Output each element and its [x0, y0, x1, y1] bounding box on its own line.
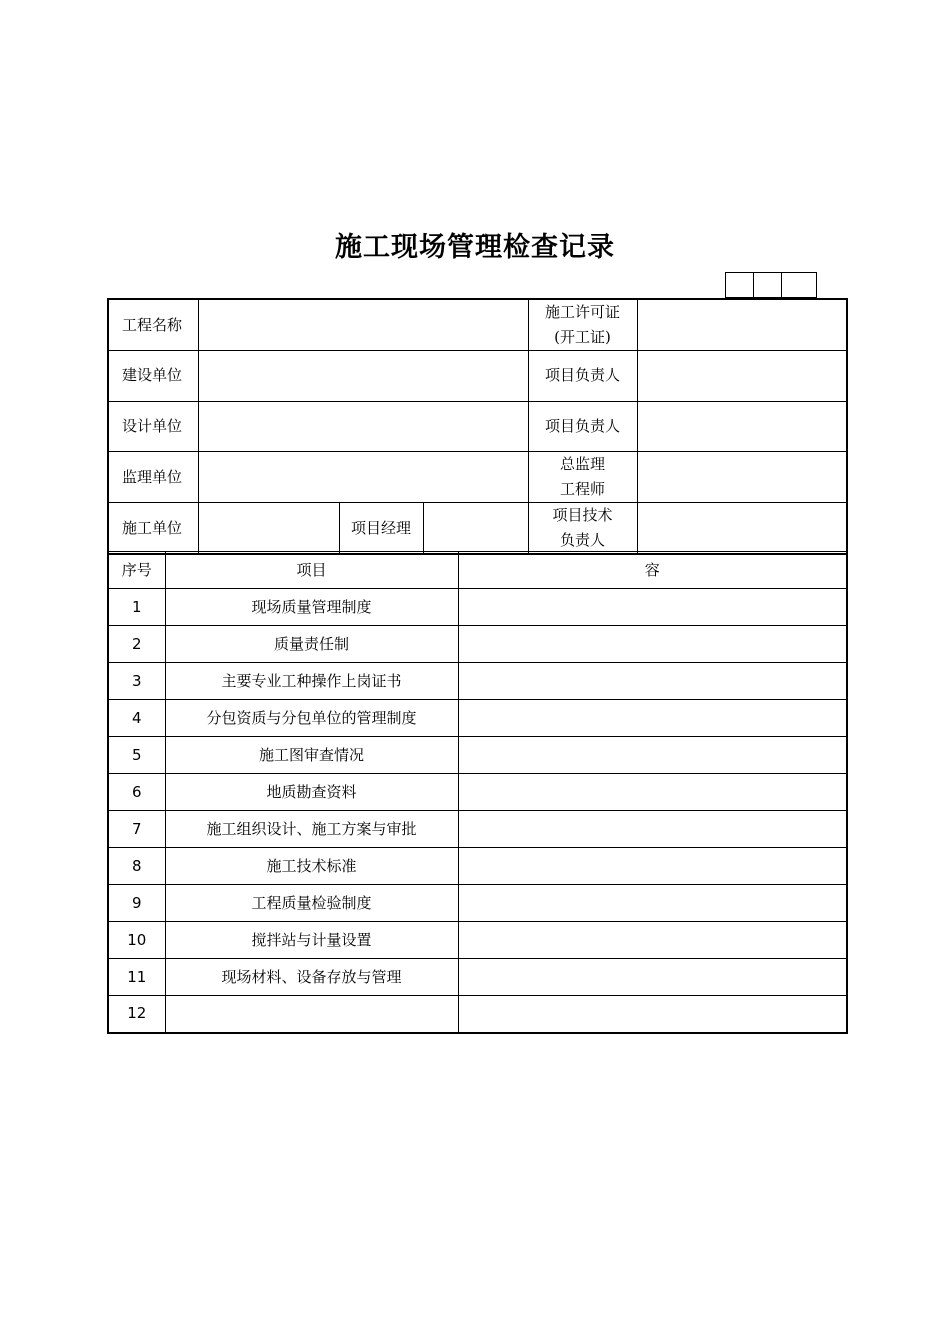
row-content[interactable] [458, 959, 847, 996]
row-item: 施工技术标准 [165, 848, 458, 885]
row-content[interactable] [458, 885, 847, 922]
tech-lead-value[interactable] [637, 503, 847, 555]
items-header-row [108, 552, 847, 589]
owner-label: 建设单位 [108, 351, 198, 402]
row-content[interactable] [458, 663, 847, 700]
record-number-box[interactable] [753, 272, 782, 298]
table-row [108, 848, 847, 885]
table-row [108, 774, 847, 811]
row-number: 12 [108, 996, 165, 1033]
chief-engineer-label-line1: 总监理 [560, 455, 606, 474]
row-content[interactable] [458, 996, 847, 1033]
tech-lead-label-line1: 项目技术 [552, 506, 613, 525]
row-content[interactable] [458, 848, 847, 885]
permit-label-line2: (开工证) [554, 328, 611, 346]
table-row [108, 700, 847, 737]
row-content[interactable] [458, 922, 847, 959]
contractor-value[interactable] [198, 503, 339, 555]
row-content[interactable] [458, 626, 847, 663]
project-name-value[interactable] [198, 299, 528, 351]
row-item: 施工图审查情况 [165, 737, 458, 774]
project-name-label: 工程名称 [108, 299, 198, 351]
owner-manager-value[interactable] [637, 351, 847, 402]
row-number: 8 [108, 848, 165, 885]
project-info-table [107, 298, 848, 555]
document-title: 施工现场管理检查记录 [335, 232, 615, 263]
table-row [108, 626, 847, 663]
owner-manager-label: 项目负责人 [528, 351, 637, 402]
row-number: 5 [108, 737, 165, 774]
table-row [108, 663, 847, 700]
contractor-row [108, 503, 847, 555]
chief-engineer-label [528, 452, 637, 503]
row-item: 施工组织设计、施工方案与审批 [165, 811, 458, 848]
project-manager-value[interactable] [423, 503, 528, 555]
owner-value[interactable] [198, 351, 528, 402]
row-item: 主要专业工种操作上岗证书 [165, 663, 458, 700]
row-item: 地质勘查资料 [165, 774, 458, 811]
row-number: 2 [108, 626, 165, 663]
table-row [108, 737, 847, 774]
row-number: 9 [108, 885, 165, 922]
row-content[interactable] [458, 700, 847, 737]
table-row [108, 922, 847, 959]
row-item [165, 996, 458, 1033]
row-item: 现场质量管理制度 [165, 589, 458, 626]
row-number: 1 [108, 589, 165, 626]
supervision-value[interactable] [198, 452, 528, 503]
chief-engineer-value[interactable] [637, 452, 847, 503]
row-item: 搅拌站与计量设置 [165, 922, 458, 959]
owner-row [108, 351, 847, 402]
record-number-box[interactable] [781, 272, 817, 298]
design-label: 设计单位 [108, 401, 198, 452]
table-row [108, 589, 847, 626]
table-row [108, 959, 847, 996]
row-item: 现场材料、设备存放与管理 [165, 959, 458, 996]
header-no: 序号 [108, 552, 165, 589]
row-number: 4 [108, 700, 165, 737]
permit-value[interactable] [637, 299, 847, 351]
table-row [108, 885, 847, 922]
project-manager-label: 项目经理 [339, 503, 423, 555]
design-row [108, 401, 847, 452]
chief-engineer-label-line2: 工程师 [560, 480, 606, 499]
row-content[interactable] [458, 737, 847, 774]
supervision-row [108, 452, 847, 503]
supervision-label: 监理单位 [108, 452, 198, 503]
permit-label [528, 299, 637, 351]
design-manager-value[interactable] [637, 401, 847, 452]
row-item: 工程质量检验制度 [165, 885, 458, 922]
table-row [108, 811, 847, 848]
tech-lead-label [528, 503, 637, 555]
row-number: 10 [108, 922, 165, 959]
row-number: 11 [108, 959, 165, 996]
contractor-label: 施工单位 [108, 503, 198, 555]
row-content[interactable] [458, 589, 847, 626]
header-content: 容 [458, 552, 847, 589]
table-row [108, 996, 847, 1033]
project-name-row [108, 299, 847, 351]
row-number: 7 [108, 811, 165, 848]
permit-label-line1: 施工许可证 [545, 303, 621, 321]
row-content[interactable] [458, 811, 847, 848]
design-manager-label: 项目负责人 [528, 401, 637, 452]
row-item: 质量责任制 [165, 626, 458, 663]
record-number-box[interactable] [725, 272, 754, 298]
row-number: 6 [108, 774, 165, 811]
design-value[interactable] [198, 401, 528, 452]
row-content[interactable] [458, 774, 847, 811]
record-number-boxes [725, 272, 817, 298]
row-item: 分包资质与分包单位的管理制度 [165, 700, 458, 737]
check-items-table [107, 551, 848, 1034]
row-number: 3 [108, 663, 165, 700]
tech-lead-label-line2: 负责人 [560, 531, 606, 550]
header-item: 项目 [165, 552, 458, 589]
